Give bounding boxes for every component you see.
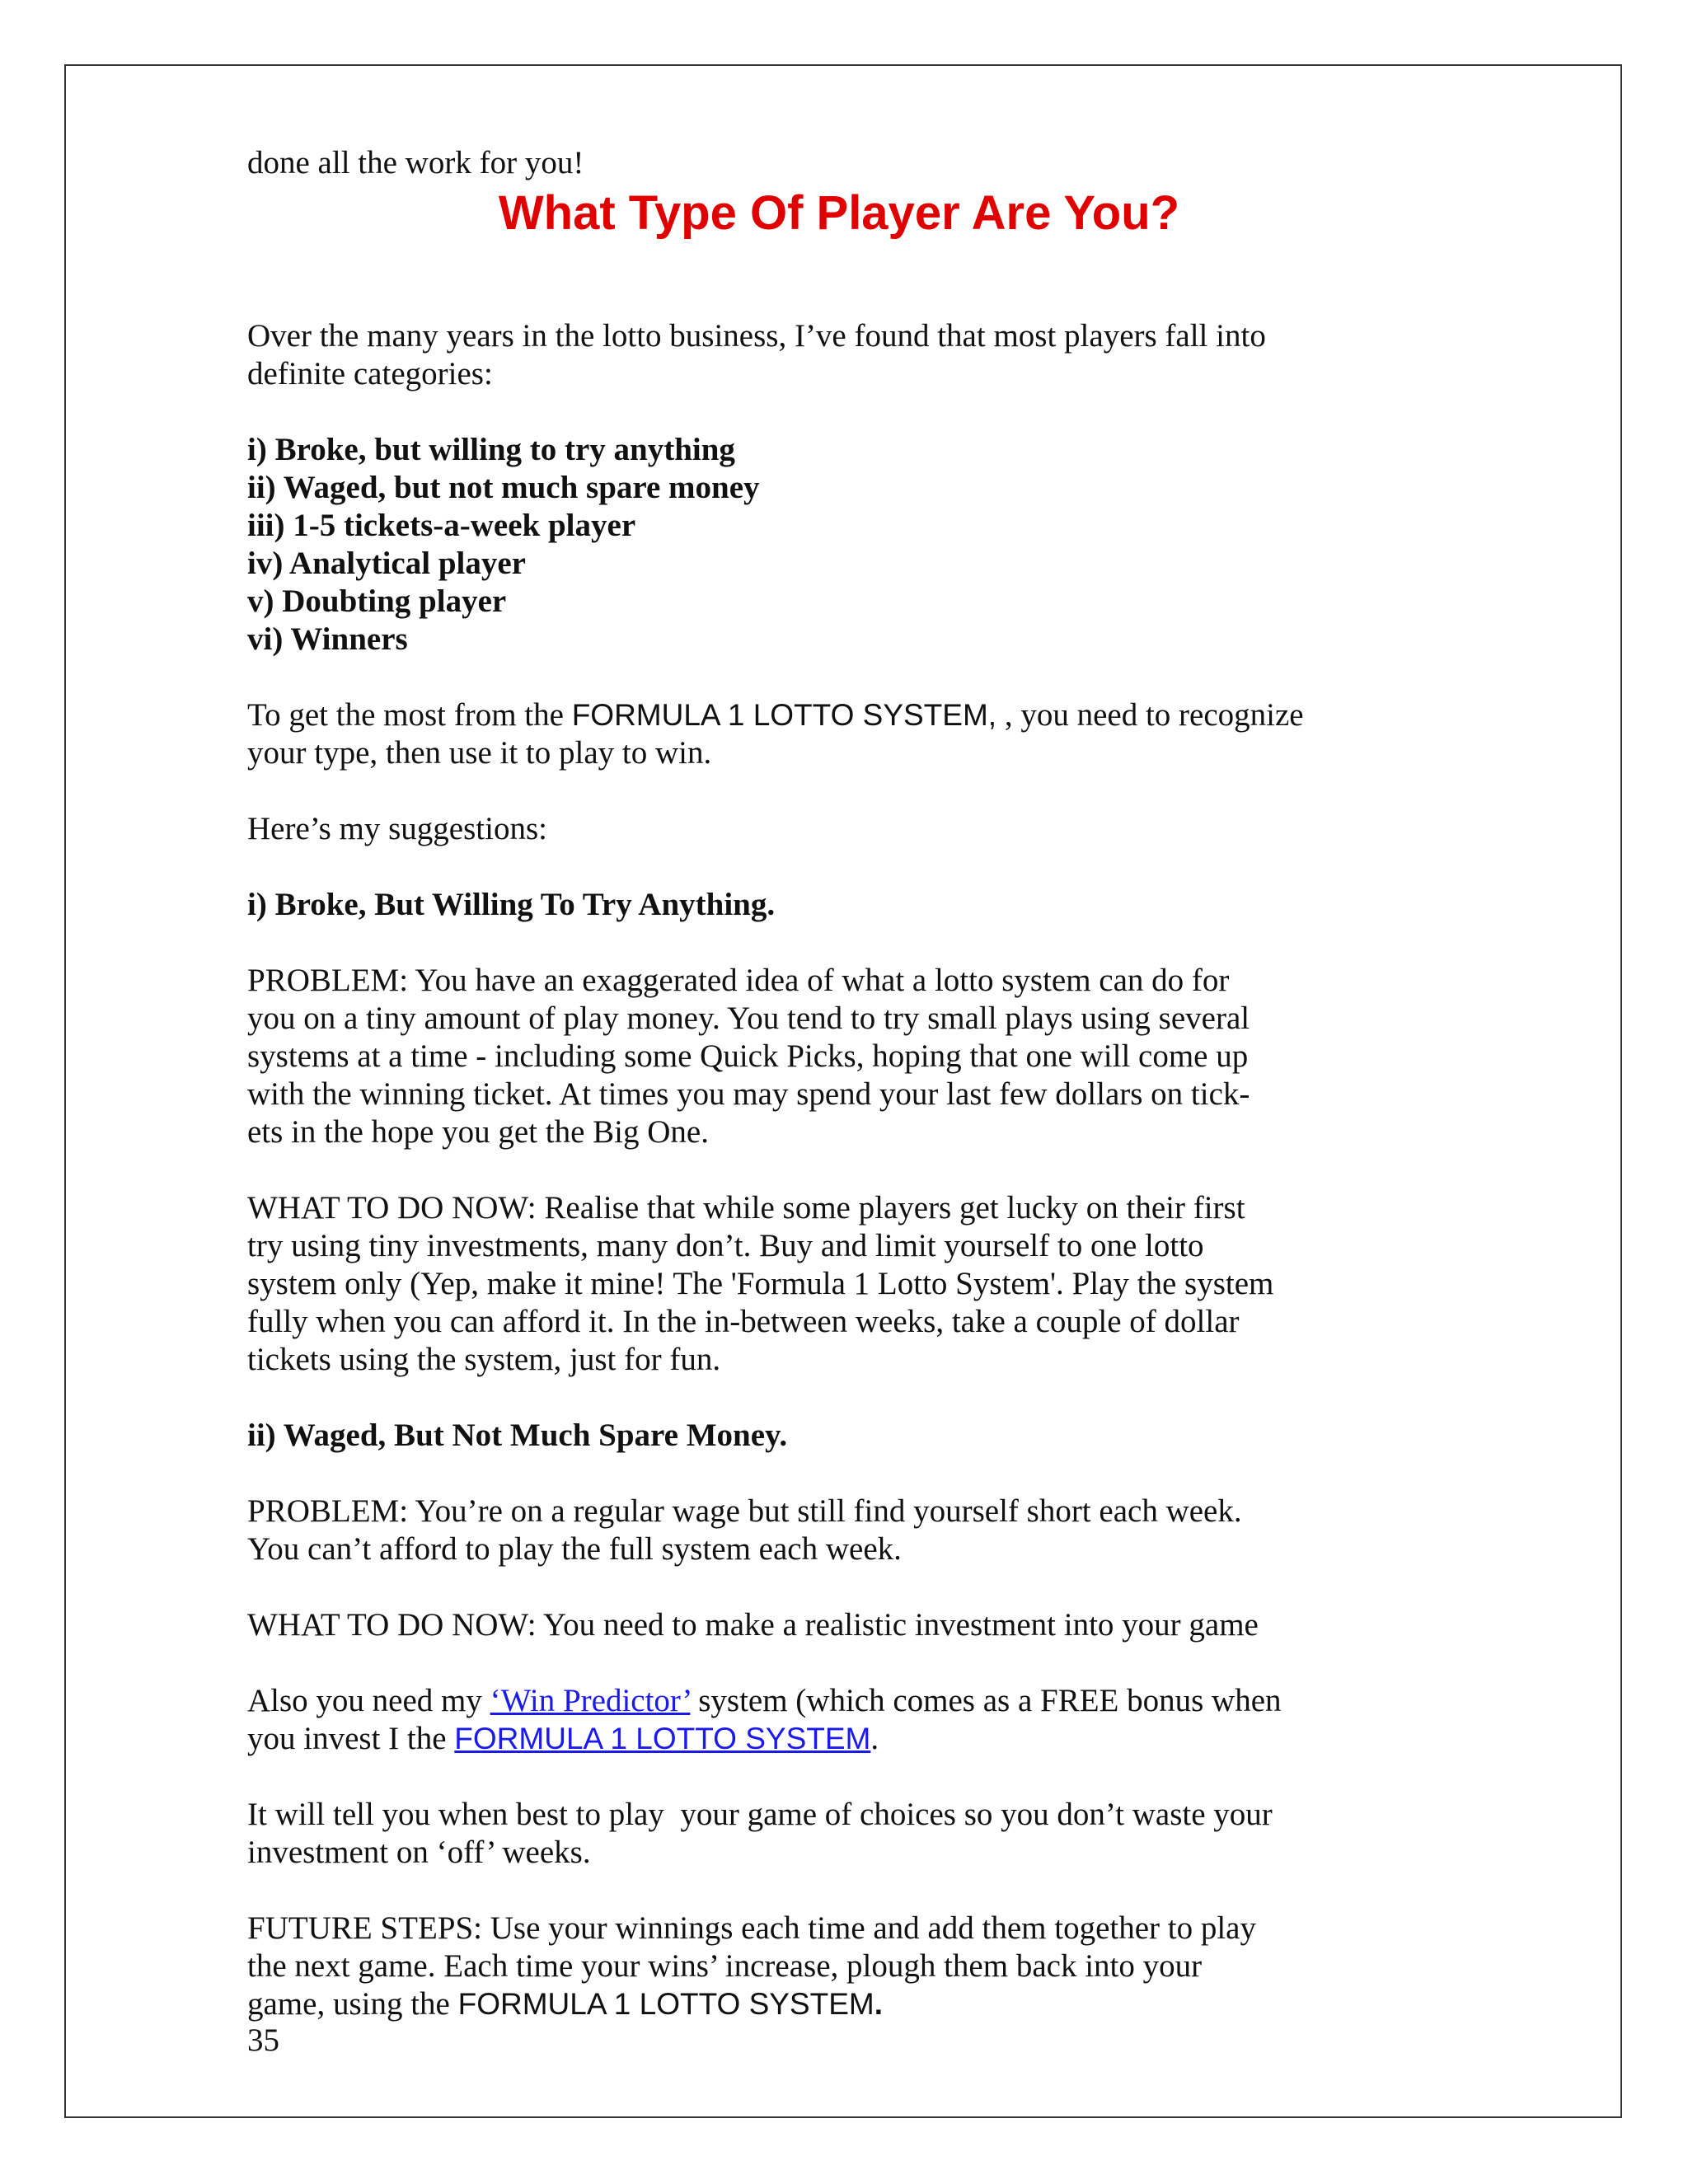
- category-item: i) Broke, but willing to try anything: [247, 432, 735, 467]
- recognize-paragraph-line: your type, then use it to play to win.: [247, 735, 712, 771]
- paragraph-line: tickets using the system, just for fun.: [247, 1342, 721, 1377]
- intro-tail: done all the work for you!: [247, 145, 584, 180]
- recognize-text: To get the most from the: [247, 697, 572, 733]
- category-item: iv) Analytical player: [247, 546, 526, 581]
- paragraph-line: system only (Yep, make it mine! The 'Formula 1 Lotto System'. Play the system: [247, 1266, 1274, 1301]
- suggestions-intro: Here’s my suggestions:: [247, 811, 547, 846]
- also-text: system (which comes as a FREE bonus when: [690, 1683, 1282, 1718]
- also-text: Also you need my: [247, 1683, 490, 1718]
- paragraph-line: PROBLEM: You have an exaggerated idea of what a lotto system can do for: [247, 963, 1230, 998]
- page-number: 35: [247, 2022, 279, 2058]
- win-predictor-link[interactable]: ‘Win Predictor’: [490, 1683, 691, 1718]
- also-text: you invest I the: [247, 1721, 455, 1756]
- paragraph-line: investment on ‘off’ weeks.: [247, 1835, 591, 1870]
- intro-paragraph-line: Over the many years in the lotto business, I’ve found that most players fall into: [247, 318, 1266, 354]
- also-paragraph-line: [247, 1720, 1451, 1758]
- paragraph-line: fully when you can afford it. In the in-between weeks, take a couple of dollar: [247, 1304, 1240, 1339]
- paragraph-line: try using tiny investments, many don’t. Buy and limit yourself to one lotto: [247, 1228, 1204, 1263]
- paragraph-line: WHAT TO DO NOW: Realise that while some players get lucky on their first: [247, 1190, 1245, 1226]
- recognize-paragraph-line: [247, 696, 1451, 734]
- system-name: FORMULA 1 LOTTO SYSTEM: [457, 1987, 874, 2021]
- page-content: [247, 144, 1451, 2058]
- future-steps-line: FUTURE STEPS: Use your winnings each time and add them together to play: [247, 1910, 1256, 1946]
- future-steps-line: [247, 1985, 1451, 2023]
- paragraph-line: You can’t afford to play the full system each week.: [247, 1531, 902, 1567]
- paragraph-line: PROBLEM: You’re on a regular wage but still find yourself short each week.: [247, 1493, 1242, 1529]
- section-title: i) Broke, But Willing To Try Anything.: [247, 887, 776, 922]
- future-text: game, using the: [247, 1986, 458, 2022]
- also-paragraph-line: [247, 1682, 1451, 1720]
- system-name: FORMULA 1 LOTTO SYSTEM,: [571, 698, 997, 732]
- intro-paragraph-line: definite categories:: [247, 356, 493, 391]
- paragraph-line: ets in the hope you get the Big One.: [247, 1114, 709, 1150]
- section2-todo: WHAT TO DO NOW: You need to make a realistic investment into your game: [247, 1607, 1259, 1643]
- category-item: iii) 1-5 tickets-a-week player: [247, 508, 636, 543]
- paragraph-line: with the winning ticket. At times you may spend your last few dollars on tick-: [247, 1076, 1250, 1112]
- category-item: ii) Waged, but not much spare money: [247, 470, 760, 505]
- future-steps-line: the next game. Each time your wins’ increase, plough them back into your: [247, 1948, 1203, 1984]
- category-list: [247, 431, 1451, 658]
- page-heading: What Type Of Player Are You?: [498, 186, 1180, 240]
- paragraph-line: systems at a time - including some Quick Picks, hoping that one will come up: [247, 1038, 1249, 1074]
- category-item: vi) Winners: [247, 621, 408, 657]
- paragraph-line: It will tell you when best to play your game of choices so you don’t waste your: [247, 1797, 1273, 1832]
- category-item: v) Doubting player: [247, 583, 507, 619]
- paragraph-line: you on a tiny amount of play money. You tend to try small plays using several: [247, 1001, 1250, 1036]
- also-text: .: [870, 1721, 879, 1756]
- formula-system-link[interactable]: FORMULA 1 LOTTO SYSTEM: [454, 1722, 871, 1755]
- section1-todo: [247, 1189, 1451, 1379]
- section1-problem: [247, 962, 1451, 1151]
- recognize-text: , you need to recognize: [996, 697, 1304, 733]
- section2-problem: [247, 1493, 1451, 1568]
- section-title: ii) Waged, But Not Much Spare Money.: [247, 1418, 788, 1453]
- future-text: .: [874, 1987, 883, 2021]
